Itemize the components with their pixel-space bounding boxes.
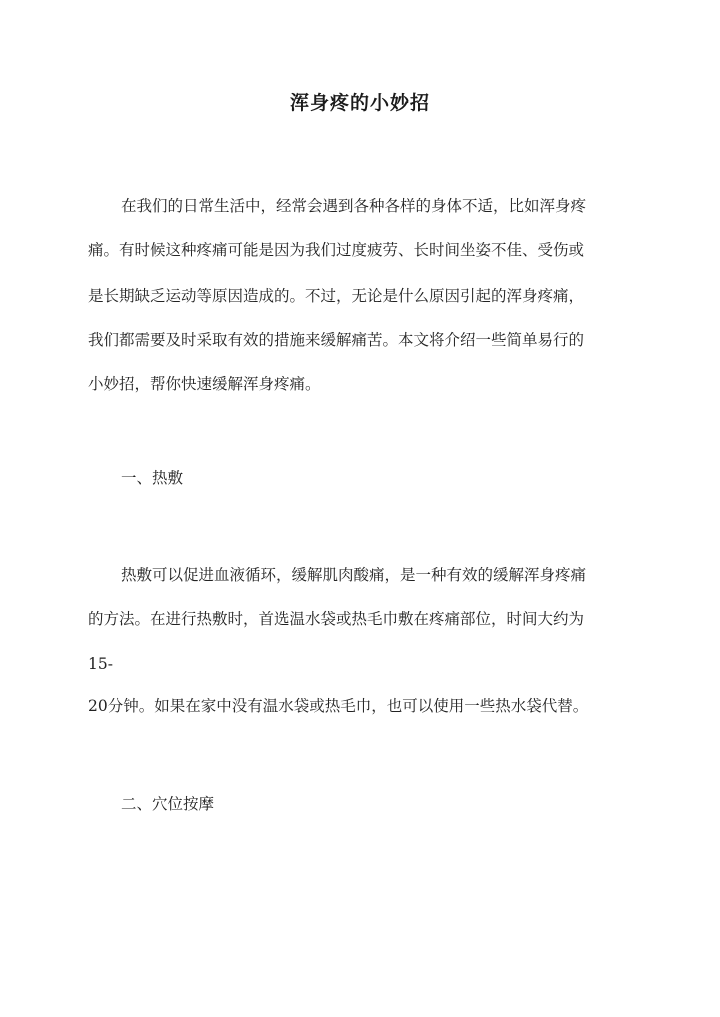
intro-line-1: 在我们的日常生活中，经常会遇到各种各样的身体不适，比如浑身疼 bbox=[121, 197, 587, 215]
intro-line-4: 我们都需要及时采取有效的措施来缓解痛苦。本文将介绍一些简单易行的 bbox=[88, 331, 585, 349]
section-heading-2: 二、穴位按摩 bbox=[121, 795, 215, 813]
section-heading-1: 一、热敷 bbox=[121, 469, 184, 487]
intro-line-2: 痛。有时候这种疼痛可能是因为我们过度疲劳、长时间坐姿不佳、受伤或 bbox=[88, 241, 585, 259]
section1-line-3: 15- bbox=[88, 655, 113, 673]
intro-line-3: 是长期缺乏运动等原因造成的。不过，无论是什么原因引起的浑身疼痛， bbox=[88, 287, 585, 305]
intro-line-5: 小妙招，帮你快速缓解浑身疼痛。 bbox=[88, 375, 321, 393]
section1-line-2: 的方法。在进行热敷时，首选温水袋或热毛巾敷在疼痛部位，时间大约为 bbox=[88, 610, 585, 628]
section1-line-1: 热敷可以促进血液循环，缓解肌肉酸痛，是一种有效的缓解浑身疼痛 bbox=[121, 566, 587, 584]
section1-line-4: 20分钟。如果在家中没有温水袋或热毛巾，也可以使用一些热水袋代替。 bbox=[88, 697, 589, 715]
document-title: 浑身疼的小妙招 bbox=[289, 92, 430, 114]
